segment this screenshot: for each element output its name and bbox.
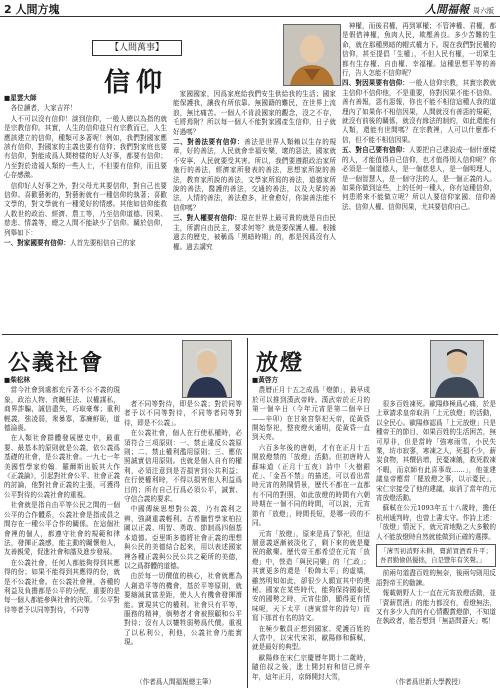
article-title: 公義社會: [8, 350, 105, 376]
article-author: ■星雲大師: [4, 94, 37, 102]
paragraph: 在公義社會，個人在行使私權時，必須符合三項原則：一、禁止違反公義原則；二、禁止權利濫用原則；三、應依照誠實信用原則。也就是個人自有的權利，必須注意到是否損害到公共利益；在行使權利時，不得以損害他人利益爲目的；所有自己行爲必須公平，誠實、守信合義的要求。: [124, 429, 242, 504]
paragraph: 六百多年後的唐朝，才有在正月十五開放燈禁的「放燈」活動。但初唐時人蘇味道（正月十五夜）詩中「火樹銀花」、「金吾不禁」的描述，可以看出當時元宵的熱鬧情景，歷代不都在一直都有不同的對照，如此放燈的時間有六朝時期在一個不同的時間，可以說，元宵節有「放燈」，時間長短，是哪一段的不同。: [252, 443, 370, 528]
paragraph: 社會就是指自由平等公民之間的一個公平的合作體系，公義社會是指成員之間存在一種公平合作的關係。在這個社會裡的個人，都遵守社會的規範和律法，發揮正義感，能主動的關懷他人，友善親愛，促進社會和諧及進步發展。: [4, 501, 120, 557]
quoted-poem: 「薄雪初消野未耕，賣薪買酒看升平；吾君勤儉倡優拙，自是豐年有笑聲。」: [376, 544, 496, 567]
paragraph: 信仰好人好事之外，對父母尤其要信仰，對自己也要信仰。喜歡藝術的，對藝術就有一種信仰的執著；喜歡文學的，對文學就有一種愛好的情感。其他如信仰能救人救世的政治、經濟、農工等，乃至信仰道德、因果、慈悲、情義等，總之人間不能缺少了信仰。關於信仰，列舉如下：: [4, 181, 167, 237]
paragraph: 者不同等對待，即是公義；對於同等者予以不同等對待，不同等者同等對待，即是不公義」。: [124, 400, 242, 427]
subheading: 四、對因果要有信仰：: [342, 79, 410, 88]
column-divider: [247, 338, 248, 688]
paragraph: 人要把自己建設成一個什麼樣的人，才能值得自己信仰，也才值得別人信仰呢？你必須是一個道德人，是一個慈悲人，是一個明理人，是一個智慧人，是一個守法的人，是一個正義的人。如果你做到這些，上的任何一種人，你有這種信仰，何患將來不能做立呢？所以人要信仰家國、信仰善法、信仰人權、信仰因果，尤其要信仰自己。: [342, 146, 496, 211]
article-title: 放燈: [256, 350, 305, 376]
paragraph: 在人類社會群體發展歷史中，最重要、最基本的原則就是公義，依公義爲基礎的社會，是公義社會。一九七一年美國哲學家約翰．羅爾斯出版其大作《正義論》，引起對社會公平、社會正義的討論，他對社會正義的主張，可獲得公平對待的公義社會的重視。: [4, 434, 120, 499]
paragraph: 各位讀者，大家吉祥！: [10, 104, 77, 113]
section-divider: [2, 334, 498, 335]
author-photo: [430, 340, 484, 398]
author-footnote: （作者爲人間福報總主筆）: [136, 678, 216, 686]
subheading: 五、對自己要有信仰：: [342, 146, 410, 155]
page-number: 2: [4, 3, 12, 16]
paragraph: 由於每一切價值的核心，社會就應為人創造平等的機會，基於平等原則，就要縮減貧富差距，使人人有機會發揮潛能。實現其它的權利。社會只有平等，服務的精神，倘勢者才會被照顧和公平對待；沒有人以犧牲弱勢爲代價。重視了以私利公，利他，公義社會乃能實現。: [124, 572, 242, 647]
article-author: ■黃啓方: [252, 376, 279, 384]
paragraph: 當今社會到處都充斥著不公不義的現象，政治人物、貪贓枉法、以權謀私，商界詐騙，誠信盡失，巧取豪奪；重利輕義，強凌弱，衆暴寡，寡廉鮮恥，道德淪喪。: [4, 386, 120, 433]
paragraph: 家國國家，因爲家庭給我們安生供給我的生活；國家能保護我，讓我有所依靠。無國籍的難民，在世界上流浪，無比痛苦。一個人不肯設國家的觀念，沒之不存，乇將焉附？所以每一個人不能對家國產生信仰，日子就好過嗎？: [173, 90, 336, 136]
paragraph: 前兩句道盡百姓的無奈，後兩句則用反語對帝王的勸諫。: [376, 569, 496, 587]
subheading: 二、對善法要有信仰：: [173, 138, 245, 147]
author-photo: [182, 340, 232, 398]
article-author: ■柴松林: [4, 376, 31, 384]
paragraph: 元宵「放燈」，原來是爲了祭祀，但這層意義逐漸被淡化了，剩下來的就是慶祝的歡樂。歷代帝王都希望在元宵「放燈」中，營造「與民同樂」的「仁政」；其實更多的還是「粉飾太平」的虛矯，雖然明知如此，卻很少人願宣其中的奧秘。國家在某些時代，能夠保持國泰民安的國勢之時，元宵佳節，顯得更有情味呢，天下太平（唐寅當年的詩句）而寫下那首有名的詩文。: [252, 529, 370, 623]
left-article-col2: [124, 400, 242, 670]
section-name: 人間方塊: [15, 3, 60, 16]
right-article-col2: [376, 400, 496, 670]
paragraph: 一般人信仰宗教，其實宗教就主信仰不信仰他，不是重要，你對因果不能不信仰。善有善報，惡有惡報，你也不能不相信這種人我的道理內了如果你不相信因果，人間就沒有善惡的規範，就沒有前後的關係，就沒有緣法的制約，如此還能有人類，還能有世間嗎？在宗教裡，人可以什麼都不信，但不能不相信因果。: [342, 79, 496, 144]
paragraph: 蘇軾在公元1093年五十八歲時，擔任杭州通判時，也曾上書太守。作詩上述：「放燈」情況下，就元宵地點之大多數的人不能放燈時自然就能做到正確的選擇。: [376, 504, 496, 541]
paragraph: 農曆正月十五之成爲「燈節」，最早成於可以推到漢武帝時。漢武帝於正月的第一個辛日（今年元宵是第二個辛日——辛卯）在甘泉宮祭祀天帝，從黃昏開始祭祀，整夜燈火通明，從黃昏一直到天亮。: [252, 386, 370, 442]
header-left: [4, 1, 60, 17]
top-article-col2: [173, 90, 336, 329]
subheading: 一、對家國要有信仰：: [4, 239, 70, 248]
brand-logo: 人間福報: [425, 3, 470, 16]
paragraph: 現在世界上最可貴的就是自由民主，所謂自由民主，要求何等？就是要保護人權。根據過去的歷史，被稱爲「黑暗時期」的，都是因爲沒有人權。過去講究: [173, 214, 336, 251]
top-article-col1: [4, 94, 167, 329]
portrait-icon: [284, 25, 340, 85]
author-photo: [283, 24, 341, 86]
column-label: 【人間萬事】: [92, 40, 182, 56]
paragraph: 神權，而後君權，再到軍權；不管神權、君權，都是假借神權，魚肉人民，欺壓善良。多少苦難的生命，就在那種黑暗的帽式權力下。現在我們對民權的信仰，甚至提倡「生權」，不但人民有權，一切眾生都有生存權、自由權、幸福權。這種思想平等的善行，告人怎能不信仰呢？: [342, 22, 496, 78]
page-header: [0, 0, 500, 17]
paragraph: 善法是世界人類賴以生存的規章，好的善法，人民就會幸福安樂，壞的惡法，國家就不安寧，人民就要受其害。所以，我們要遵跟政治家所施行的善法，經濟家所發表的善法，思想家所說的善法，教育家所說的善法，文學家所寫的善法，道德家所說的善法，醫護的善法，交通的善法，以及大眾的善法，人情的善法，善法愈多，社會愈好，你說善法能不信仰嗎？: [173, 138, 336, 212]
left-article-col1: [4, 376, 120, 676]
paragraph: 很多百姓凍死。歐陽修極爲心痛，於是上章請求皇帝取消「上元放燈」的活動，以全民心。歐陽修認爲「上元放燈」只是種帝王的節目，如果百姓的生活困苦，無可厚非，但是當時「強寒雨雪，小民失業，坊市寂寥，寒凍之人，死損不少，薪炭食物，其價倍增，民憂凍餓，救死救凍不暇，而京師有此喜事哉……」，他並建議皇帝應當「罷放燈之事，以示憂民」，宋仁宗接受了他的建議，取消了當年的元宵放燈活動。: [376, 400, 496, 503]
author-footnote: （作者爲世新大學教授）: [392, 678, 465, 686]
paragraph: 報載朝野人士一直在元宵放燈活動，並「賣薪買酒」的能力都沒有，看燈無法，又有多少人真的有心情觀賞燈節，不知道在執政者，能否想到「無語問蒼天」嗎！: [376, 589, 496, 626]
paragraph: 在極少數員正想到國家、愛護百姓的人當中，以宋代宋祁，歐陽修和蘇軾，就是最好的典型。: [252, 624, 370, 652]
edition-label: 周六版: [473, 7, 494, 15]
portrait-icon: [183, 341, 231, 397]
subheading: 三、對人權要有信仰：: [173, 214, 242, 223]
header-right: [425, 1, 494, 17]
paragraph: 歐陽修在宋仁宗慶曆年間十二歲時，隨伯叔之後，進士開封府和信已經辛年，這年正月，京師開封大雪，: [252, 653, 370, 681]
paragraph: 在公義社會，任何人都能夠得到其應得的份；如果不能得到其應得的份，就是不公義社會。在公義社會裡，各種的利益及負擔都是公平的分配，重要的是每一個人都能參與社會的決策。「公平對待等者予以同等對待，不同等: [4, 558, 120, 614]
paragraph: 人首先要相信自己的家: [69, 239, 136, 248]
top-article-col3: [342, 22, 496, 329]
paragraph: 人不可以沒有信仰！談到信仰，一般人總以為指的就是宗教信仰。其實，人生的信仰並只有宗教而已，人生應該建立的信仰，種類可多著呢！例如，我們對國家應該有信仰，對國家的主義也要有信仰；我們對家庭也要有信仰，對能成爲人間榜樣的好人好事，都要有信仰；乃至對於造福人類的一些人士，不但要有信仰，而且要心存感激。: [4, 114, 167, 180]
portrait-icon: [431, 341, 483, 397]
right-article-col1: [252, 376, 370, 688]
paragraph: 中國傳統思想對公義，乃有義利之辨，強調重義輕利。古希臘哲學家柏拉圖以正義、明智、勇敢、節制爲四個基本道德。亞里斯多德將社會正義的理想與公民的美德結合起來，用以表述國家裡各種正義與公民公共之範所的美德，以之爲群體的道德。: [124, 505, 242, 570]
article-title: 信仰: [104, 68, 169, 98]
